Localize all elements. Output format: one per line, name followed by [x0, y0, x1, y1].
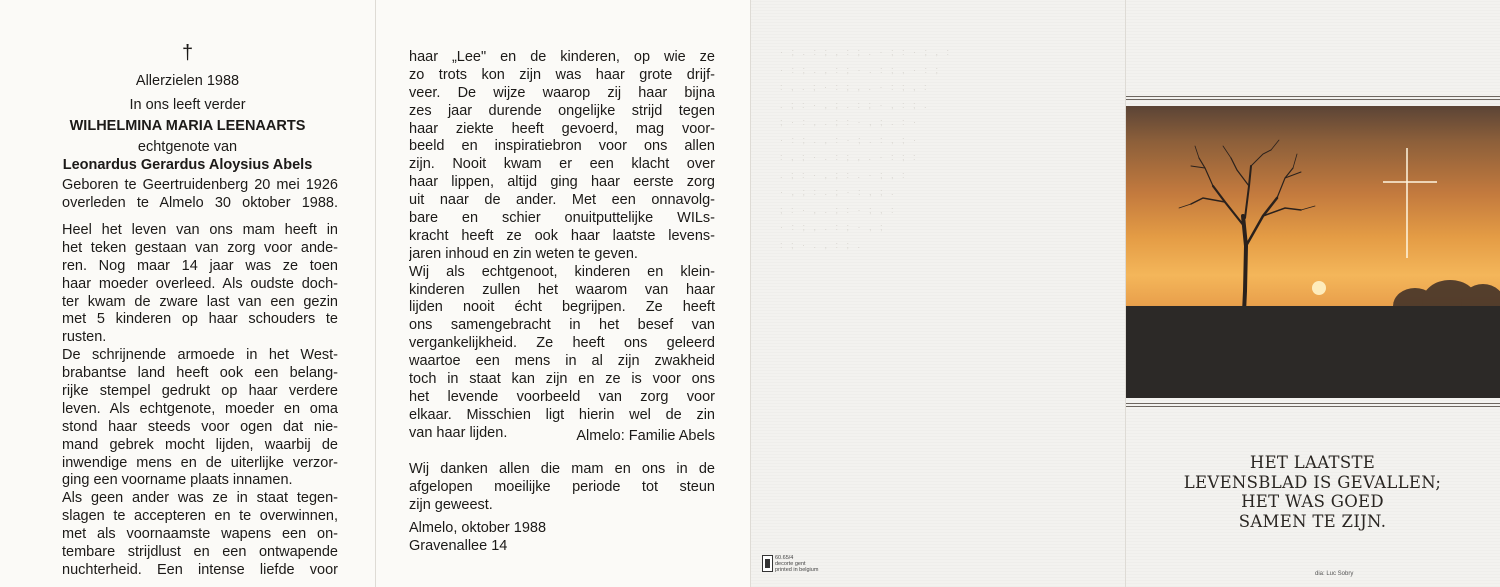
bio-line: De schrijnende armoede in het West-: [62, 347, 338, 364]
bio-line: inwendige mens en de uiterlijke verzor-: [62, 454, 338, 471]
card-page-3: [750, 0, 1125, 587]
printer-country: printed in belgium: [775, 567, 819, 573]
tribute-line: uit naar de ander. Met een onnavolg-: [409, 192, 715, 209]
thanks-line: Wij danken allen die mam en ons in de: [409, 461, 715, 477]
bio-line: mand gebrek mocht lijden, waarbij de: [62, 436, 338, 453]
bio-line: Heel het leven van ons mam heeft in: [62, 222, 338, 238]
birth-death-block: [62, 177, 338, 213]
tribute-line: lijden nooit écht begrijpen. Ze heeft: [409, 299, 715, 316]
tribute-line: waartoe een mens in al zijn zwakheid: [409, 353, 715, 370]
card-cover: [1125, 0, 1500, 587]
tribute-line: kracht heeft ze ook haar laatste levens-: [409, 227, 715, 244]
tribute-line: het levende voorbeeld van zorg voor: [409, 388, 715, 405]
deceased-name: WILHELMINA MARIA LEENAARTS: [69, 118, 306, 134]
fold-line: [375, 0, 376, 587]
cross-icon: †: [181, 42, 194, 64]
death-line: overleden te Almelo 30 oktober 1988.: [62, 194, 338, 211]
tribute-line: kinderen zullen het waarom van haar: [409, 281, 715, 298]
tribute-line: haar lippen, altijd ging haar eerste zorg: [409, 174, 715, 191]
birth-line: Geboren te Geertruidenberg 20 mei 1926: [62, 177, 338, 193]
tribute-line: zijn. Nooit kwam er een klacht over: [409, 156, 715, 173]
bio-line: haar moeder overleed. Als oudste doch-: [62, 275, 338, 292]
tribute-line: zes jaar durende ongelijke strijd tegen: [409, 102, 715, 119]
bio-line: ter kwam de zware last van een gezin: [62, 293, 338, 310]
tribute-text: [409, 49, 715, 443]
tribute-line: haar ziekte heeft gevoerd, mag voor-: [409, 120, 715, 137]
frame-rule-top: [1125, 96, 1500, 97]
thanks-line: zijn geweest.: [409, 496, 493, 513]
family-signature: Almelo: Familie Abels: [576, 428, 715, 444]
tribute-line: bare en schier onuitputtelijke WILs-: [409, 210, 715, 227]
tribute-line: toch in staat kan zijn en ze is voor ons: [409, 371, 715, 388]
printer-company: decorte gent: [775, 561, 806, 567]
cover-photo-frame: [1125, 96, 1500, 408]
place-block: [409, 519, 546, 555]
photo-credit: dia: Luc Sobry: [1315, 571, 1354, 577]
fold-line: [750, 0, 751, 587]
frame-rule-bottom-inner: [1125, 403, 1500, 404]
tribute-line: zo trots kon zijn was haar grote drijf-: [409, 66, 715, 83]
verse-line: HET LAATSTE: [1249, 453, 1376, 472]
bio-line: tembare strijdlust en een ontwapende: [62, 544, 338, 561]
bio-line: ren. Nog maar 14 jaar was ze toen: [62, 257, 338, 274]
bio-line: ging een voorname plaats innamen.: [62, 472, 293, 489]
tribute-line: van haar lijden.: [409, 424, 508, 441]
printer-logo-icon: [762, 555, 773, 572]
bio-line: het teken gestaan van zorg voor ande-: [62, 239, 338, 256]
place-date: Almelo, oktober 1988: [409, 520, 547, 536]
bio-line: Als geen ander was ze in staat tegen-: [62, 490, 338, 507]
bio-line: nuchterheid. Een intense liefde voor: [62, 561, 338, 578]
printer-code: 60.65/4: [775, 555, 794, 561]
card-page-1: [0, 0, 375, 587]
occasion: Allerzielen 1988: [135, 73, 240, 89]
memory-line: In ons leeft verder: [129, 97, 246, 113]
tribute-line: veer. De wijze waarop zij haar bijna: [409, 84, 715, 101]
thanks-line: afgelopen moeilijke periode tot steun: [409, 478, 715, 495]
cover-verse: [1125, 453, 1500, 531]
fold-line: [1125, 0, 1126, 587]
bio-line: met als voornaamste wapens een on-: [62, 526, 338, 543]
tribute-line: elkaar. Misschien ligt hierin wel de zin: [409, 406, 715, 423]
sunset-landscape-icon: [1125, 106, 1500, 398]
bio-line: rijke stempel gedrukt op haar verdere: [62, 383, 338, 400]
thanks-text: [409, 461, 715, 515]
spouse-intro: echtgenote van: [137, 139, 238, 155]
verse-line: HET WAS GOED: [1241, 492, 1384, 511]
bio-line: slagen te accepteren en te overwinnen,: [62, 508, 338, 525]
bleed-through-texture: · ; . : ; , : ; . · ; : · ; , : · : ; . , : ; · . : ; , · : ; : , . ; · : ; , . · : ; , : . ; : · , ; . : ; · , : ; . ; · : , . ; : · , ; . : · · : ; . , : · ; . : , ; · : , ; · . : ; , . · : ; : . ; : · , ; : . · ; , : · , ; : . ; · : , ; . ; : · , . ; : · ; , : · : ; , . : ; · , ; : ; · . , : ; .: [780, 47, 953, 250]
verse-line: SAMEN TE ZIJN.: [1238, 511, 1387, 531]
tribute-line: vergankelijkheid. Ze heeft ons geleerd: [409, 335, 715, 352]
tribute-line: Wij als echtgenoot, kinderen en klein-: [409, 263, 715, 280]
bio-line: brabantse land heeft ook een belang-: [62, 365, 338, 382]
address: Gravenallee 14: [409, 538, 508, 554]
bio-line: stond haar steeds voor ogen dat nie-: [62, 418, 338, 435]
tribute-line: beeld en inspiratiebron voor ons allen: [409, 138, 715, 155]
tribute-line: jaren inhoud en zin weten te geven.: [409, 245, 638, 262]
bio-line: leven. Als echtgenote, moeder en oma: [62, 400, 338, 417]
bio-line: rusten.: [62, 329, 107, 346]
biography-text: [62, 222, 338, 580]
verse-line: LEVENSBLAD IS GEVALLEN;: [1183, 472, 1442, 492]
sunset-tree-photo: [1125, 106, 1500, 398]
frame-rule-bottom: [1125, 406, 1500, 407]
bio-line: met 5 kinderen op haar schouders te: [62, 311, 338, 328]
tribute-line: ons samengebracht in het besef van: [409, 317, 715, 334]
spouse-name: Leonardus Gerardus Aloysius Abels: [62, 157, 313, 173]
frame-rule-top-inner: [1125, 99, 1500, 100]
tribute-line: haar „Lee" en de kinderen, op wie ze: [409, 49, 715, 65]
card-page-2: [375, 0, 750, 587]
